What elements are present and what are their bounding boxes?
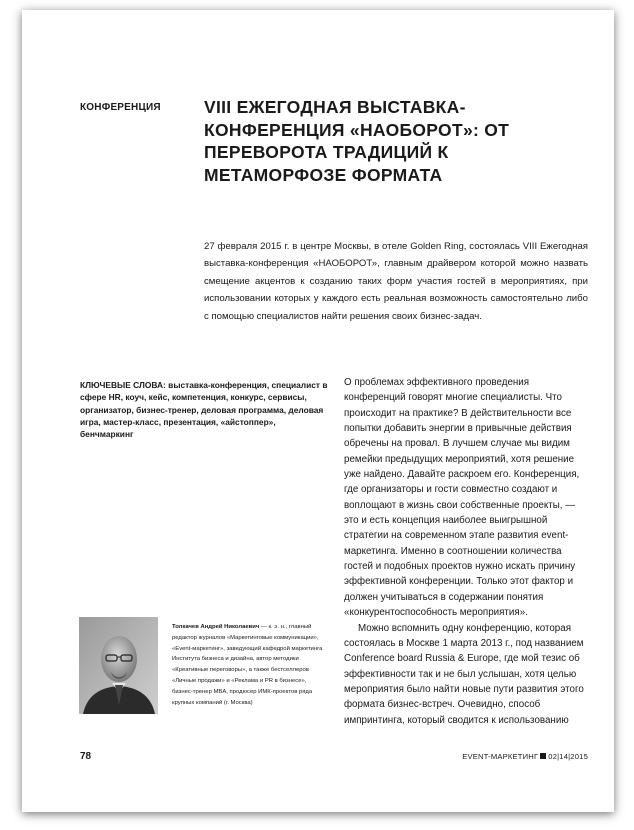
issue-number: 02|14|2015 (548, 752, 588, 761)
page-number: 78 (80, 751, 92, 762)
body-paragraph: Можно вспомнить одну конференцию, которая состоялась в Москве 1 марта 2013 г., под названием Conference board Russia & Europe, где мой тезис об эффективности так и не был услышан, хотя целью мероприятия было найти новые пути развития этого формата бизнес-встреч. Очевидно, способ импринтинга, который сводится к использованию (344, 622, 584, 726)
section-label: КОНФЕРЕНЦИЯ (80, 102, 161, 113)
magazine-page (22, 10, 614, 812)
author-name: Толкачев Андрей Николаевич (172, 624, 260, 630)
square-separator-icon (540, 753, 546, 759)
author-photo (79, 617, 158, 714)
footer-magazine (462, 752, 588, 761)
author-bio (172, 622, 328, 708)
article-body (344, 375, 588, 728)
author-description: — к. э. н., главный редактор журналов «Маркетинговые коммуникации», «Event-маркетинг», заведующий кафедрой маркетинга Института бизнеса и дизайна, автор методики «Креативные переговоры», а также бестселлеров «Личные продажи» и «Реклама и PR в бизнесе», бизнес-тренер MBA, продюсер ИМК-проектов ряда крупных компаний (г. Москва) (172, 624, 323, 706)
article-title: VIII ЕЖЕГОДНАЯ ВЫСТАВКА-КОНФЕРЕНЦИЯ «НАОБОРОТ»: ОТ ПЕРЕВОРОТА ТРАДИЦИЙ К МЕТАМОРФОЗЕ ФОРМАТА (204, 97, 510, 185)
body-paragraph: О проблемах эффективного проведения конференций говорят многие специалисты. Что происходит на практике? В действительности все попытки добавить энергии в привычные действия обречены на провал. В лучшем случае мы видим ремейки предыдущих мероприятий, хотя решение уже найдено. Давайте раскроем его. Конференция, где организаторы и гости совместно создают и воплощают в жизнь свои собственные проекты, — это и есть концепция наиболее выигрышной стратегии на современном этапе развития event-маркетинга. Именно в соотношении количества гостей и подобных проектов нужно искать причину эффективной конференции. Только этот фактор и должен учитываться в содержании понятия «конкурентоспособность мероприятия». (344, 377, 580, 619)
magazine-name: EVENT-МАРКЕТИНГ (462, 752, 539, 761)
article-lead: 27 февраля 2015 г. в центре Москвы, в отеле Golden Ring, состоялась VIII Ежегодная выставка-конференция «НАОБОРОТ», главным драйвером которой можно назвать смещение акцентов к созданию таких форм участия гостей в мероприятиях, при использовании которых у каждого есть реальная возможность самостоятельно либо с помощью специалистов найти решения своих бизнес-задач. (204, 241, 588, 322)
keywords: КЛЮЧЕВЫЕ СЛОВА: выставка-конференция, специалист в сфере HR, коуч, кейс, компетенция, конкурс, сервисы, организатор, бизнес-тренер, деловая программа, деловая игра, мастер-класс, презентация, «айстоппер», бенчмаркинг (80, 380, 328, 440)
